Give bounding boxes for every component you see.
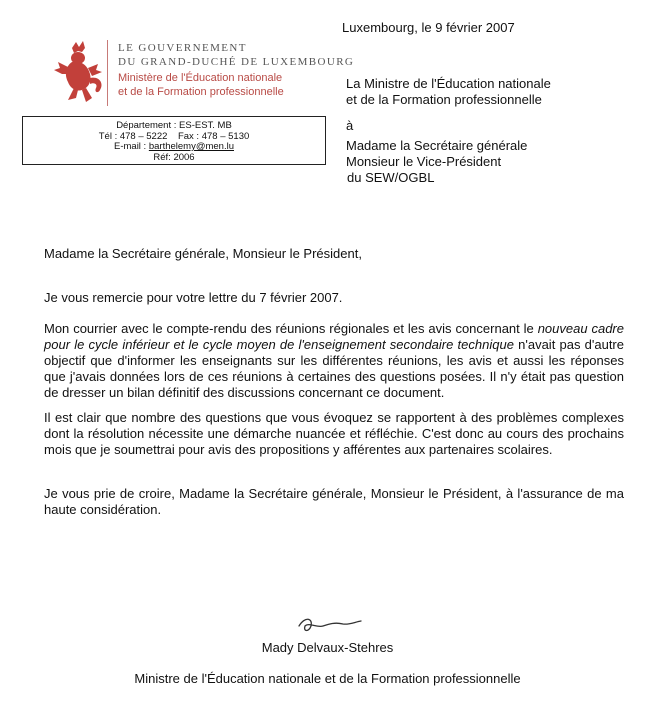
address-to: à	[346, 118, 354, 133]
recipient-block: Madame la Secrétaire générale Monsieur le Vice-Président du SEW/OGBL	[346, 138, 528, 185]
letter-date: Luxembourg, le 9 février 2007	[342, 20, 515, 35]
salutation: Madame la Secrétaire générale, Monsieur le Président,	[44, 246, 362, 261]
email-link[interactable]: barthelemy@men.lu	[148, 141, 234, 152]
paragraph-thanks: Je vous remercie pour votre lettre du 7 février 2007.	[44, 290, 343, 305]
document-title: nouveau cadre pour le cycle inférieur et le cycle moyen de l'enseignement secondaire technique	[44, 321, 624, 352]
government-name: LE GOUVERNEMENT DU GRAND-DUCHÉ DE LUXEMBOURG	[118, 42, 355, 68]
handwritten-signature	[295, 612, 365, 641]
red-lion-icon	[50, 38, 110, 106]
paragraph-questions: Il est clair que nombre des questions que vous évoquez se rapportent à des problèmes complexes dont la résolution nécessite une démarche nuancée et réfléchie. C'est donc au cours des prochains mois que je soumettrai pour avis des propositions y afférentes aux partenaires scolaires.	[44, 410, 624, 457]
email-label: E-mail :	[114, 141, 149, 152]
signer-title: Ministre de l'Éducation nationale et de la Formation professionnelle	[134, 671, 521, 686]
reference-box	[22, 116, 326, 165]
paragraph-courrier: Mon courrier avec le compte-rendu des réunions régionales et les avis concernant le nouveau cadre pour le cycle inférieur et le cycle moyen de l'enseignement secondaire technique n'avait pas d'autre objectif que d'informer les enseignants sur les différentes réunions, les avis et aussi les réponses que j'avais données lors de ces réunions à certaines des questions posées. Il n'y était pas question de dresser un bilan définitif des discussions concernant ce document.	[44, 321, 624, 400]
phone-fax-line: Tél : 478 – 5222 Fax : 478 – 5130	[98, 130, 250, 142]
signer-name: Mady Delvaux-Stehres	[261, 640, 394, 655]
ministry-name: Ministère de l'Éducation nationale et de la Formation professionnelle	[118, 72, 284, 98]
closing-formula: Je vous prie de croire, Madame la Secrétaire générale, Monsieur le Président, à l'assurance de ma haute considération.	[44, 486, 624, 517]
reference-number: Réf: 2006	[153, 151, 195, 163]
sender-block: La Ministre de l'Éducation nationale et de la Formation professionnelle	[346, 76, 551, 107]
email-line	[23, 142, 325, 153]
department-line: Département : ES-EST. MB	[116, 120, 232, 131]
header-divider	[107, 40, 108, 106]
